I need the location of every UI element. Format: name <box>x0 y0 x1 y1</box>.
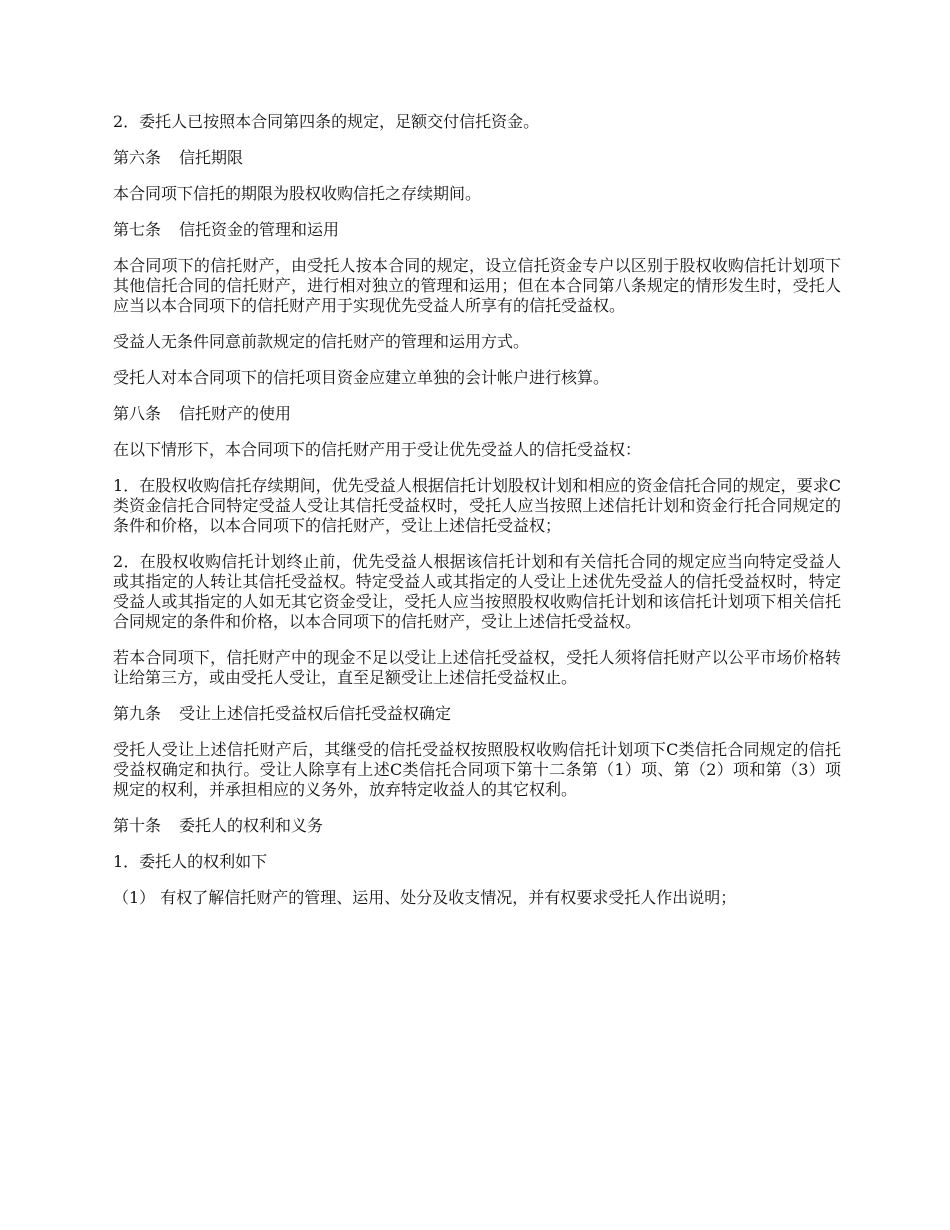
article-number: 第八条 <box>113 404 162 423</box>
paragraph-usage-item-2: 2．在股权收购信托计划终止前，优先受益人根据该信托计划和有关信托合同的规定应当向特定受益人或其指定的人转让其信托受益权。特定受益人或其指定的人受让上述优先受益人的信托受益权时，特定受益人或其指定的人如无其它资金受让，受托人应当按照股权收购信托计划和该信托计划项下相关信托合同规定的条件和价格，以本合同项下的信托财产，受让上述信托受益权。 <box>113 552 841 631</box>
article-title: 受让上述信托受益权后信托受益权确定 <box>179 704 452 723</box>
article-number: 第六条 <box>113 148 162 167</box>
article-title: 委托人的权利和义务 <box>179 816 324 835</box>
article-number: 第九条 <box>113 704 162 723</box>
paragraph-beneficiary-consent: 受益人无条件同意前款规定的信托财产的管理和运用方式。 <box>113 332 530 351</box>
paragraph-trust-term: 本合同项下信托的期限为股权收购信托之存续期间。 <box>113 184 482 203</box>
article-number: 第十条 <box>113 816 162 835</box>
paragraph-usage-intro: 在以下情形下，本合同项下的信托财产用于受让优先受益人的信托受益权： <box>113 440 642 459</box>
paragraph-insufficient-cash: 若本合同项下，信托财产中的现金不足以受让上述信托受益权，受托人须将信托财产以公平市场价格转让给第三方，或由受托人受让，直至足额受让上述信托受益权止。 <box>113 648 841 687</box>
paragraph-2-deposit: 2．委托人已按照本合同第四条的规定，足额交付信托资金。 <box>113 112 540 131</box>
paragraph-settlor-right-1: （1） 有权了解信托财产的管理、运用、处分及收支情况，并有权要求受托人作出说明； <box>113 888 737 907</box>
article-10-heading <box>113 816 841 836</box>
article-title: 信托资金的管理和运用 <box>179 220 340 239</box>
paragraph-beneficial-rights: 受托人受让上述信托财产后，其继受的信托受益权按照股权收购信托计划项下C类信托合同规定的信托受益权确定和执行。受让人除享有上述C类信托合同项下第十二条第（1）项、第（2）项和第（3）项规定的权利，并承担相应的义务外，放弃特定收益人的其它权利。 <box>113 740 841 799</box>
article-7-heading <box>113 220 841 240</box>
paragraph-settlor-rights-intro: 1．委托人的权利如下 <box>113 852 268 871</box>
article-8-heading <box>113 404 841 424</box>
paragraph-accounting: 受托人对本合同项下的信托项目资金应建立单独的会计帐户进行核算。 <box>113 368 610 387</box>
article-number: 第七条 <box>113 220 162 239</box>
paragraph-trust-management: 本合同项下的信托财产，由受托人按本合同的规定，设立信托资金专户以区别于股权收购信托计划项下其他信托合同的信托财产，进行相对独立的管理和运用；但在本合同第八条规定的情形发生时，受托人应当以本合同项下的信托财产用于实现优先受益人所享有的信托受益权。 <box>113 256 841 315</box>
paragraph-usage-item-1: 1．在股权收购信托存续期间，优先受益人根据信托计划股权计划和相应的资金信托合同的规定，要求C类资金信托合同特定受益人受让其信托受益权时，受托人应当按照上述信托计划和资金行托合同规定的条件和价格，以本合同项下的信托财产，受让上述信托受益权； <box>113 476 841 535</box>
article-title: 信托财产的使用 <box>179 404 292 423</box>
article-6-heading <box>113 148 841 168</box>
article-title: 信托期限 <box>179 148 244 167</box>
document-page <box>113 112 841 924</box>
article-9-heading <box>113 704 841 724</box>
